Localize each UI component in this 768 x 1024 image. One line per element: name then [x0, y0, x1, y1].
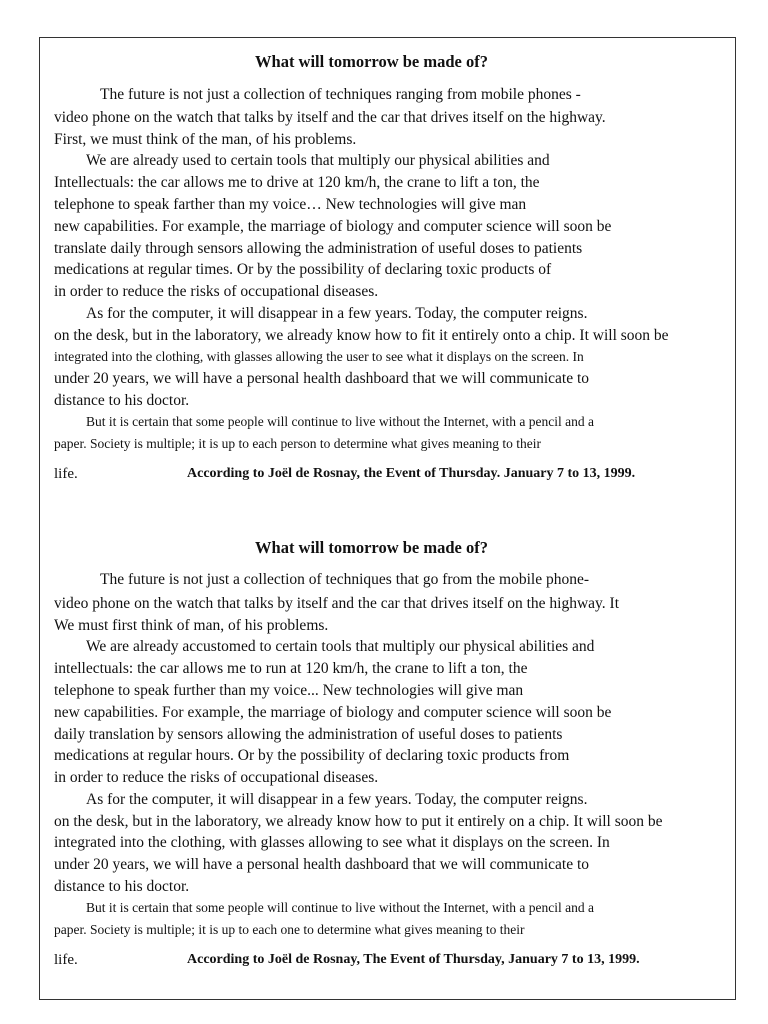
paragraph-line: telephone to speak further than my voice... New technologies will give man	[54, 682, 524, 699]
article-title: What will tomorrow be made of?	[255, 52, 488, 71]
paragraph-line: But it is certain that some people will continue to live without the Internet, with a pencil and a	[86, 900, 594, 915]
paragraph-line: under 20 years, we will have a personal health dashboard that we will communicate to	[54, 856, 590, 873]
paragraph-line: distance to his doctor.	[54, 878, 190, 895]
last-word: life.	[54, 952, 78, 968]
paragraph-line: on the desk, but in the laboratory, we already know how to put it entirely on a chip. It will soon be	[54, 813, 663, 830]
paragraph-line: medications at regular times. Or by the possibility of declaring toxic products of	[54, 261, 552, 278]
paragraph-line: daily translation by sensors allowing the administration of useful doses to patients	[54, 726, 563, 743]
paragraph-line: video phone on the watch that talks by itself and the car that drives itself on the highway.	[54, 109, 606, 126]
paragraph-line: intellectuals: the car allows me to run at 120 km/h, the crane to lift a ton, the	[54, 660, 528, 677]
paragraph-line: But it is certain that some people will continue to live without the Internet, with a pencil and a	[86, 414, 594, 429]
paragraph-line: distance to his doctor.	[54, 392, 190, 409]
paragraph-line: telephone to speak farther than my voice… New technologies will give man	[54, 196, 527, 213]
paragraph-line: integrated into the clothing, with glasses allowing the user to see what it displays on the screen. In	[54, 349, 584, 364]
paragraph-line: integrated into the clothing, with glasses allowing to see what it displays on the screen. In	[54, 834, 610, 851]
paragraph-line: paper. Society is multiple; it is up to each one to determine what gives meaning to their	[54, 922, 525, 937]
paragraph-line: new capabilities. For example, the marriage of biology and computer science will soon be	[54, 704, 612, 721]
paragraph-line: We are already used to certain tools that multiply our physical abilities and	[86, 152, 550, 169]
paragraph-line: First, we must think of the man, of his problems.	[54, 131, 357, 148]
paragraph-line: The future is not just a collection of techniques that go from the mobile phone-	[100, 571, 589, 588]
paragraph-line: new capabilities. For example, the marriage of biology and computer science will soon be	[54, 218, 612, 235]
paragraph-line: video phone on the watch that talks by itself and the car that drives itself on the highway. It	[54, 595, 620, 612]
paragraph-line: in order to reduce the risks of occupational diseases.	[54, 769, 379, 786]
source-citation: According to Joël de Rosnay, The Event of Thursday, January 7 to 13, 1999.	[187, 952, 640, 967]
paragraph-line: As for the computer, it will disappear in a few years. Today, the computer reigns.	[86, 791, 588, 808]
article-title: What will tomorrow be made of?	[255, 538, 488, 557]
paragraph-line: on the desk, but in the laboratory, we already know how to fit it entirely onto a chip. It will soon be	[54, 327, 669, 344]
paragraph-line: We are already accustomed to certain tools that multiply our physical abilities and	[86, 638, 595, 655]
last-word: life.	[54, 466, 78, 482]
paragraph-line: Intellectuals: the car allows me to drive at 120 km/h, the crane to lift a ton, the	[54, 174, 540, 191]
paragraph-line: As for the computer, it will disappear in a few years. Today, the computer reigns.	[86, 305, 588, 322]
paragraph-line: paper. Society is multiple; it is up to each person to determine what gives meaning to their	[54, 436, 542, 451]
paragraph-line: translate daily through sensors allowing the administration of useful doses to patients	[54, 240, 583, 257]
paragraph-line: We must first think of man, of his problems.	[54, 617, 329, 634]
paragraph-line: The future is not just a collection of techniques ranging from mobile phones -	[100, 86, 581, 103]
paragraph-line: in order to reduce the risks of occupational diseases.	[54, 283, 379, 300]
paragraph-line: under 20 years, we will have a personal health dashboard that we will communicate to	[54, 370, 590, 387]
source-citation: According to Joël de Rosnay, the Event of Thursday. January 7 to 13, 1999.	[187, 466, 636, 481]
paragraph-line: medications at regular hours. Or by the possibility of declaring toxic products from	[54, 747, 570, 764]
